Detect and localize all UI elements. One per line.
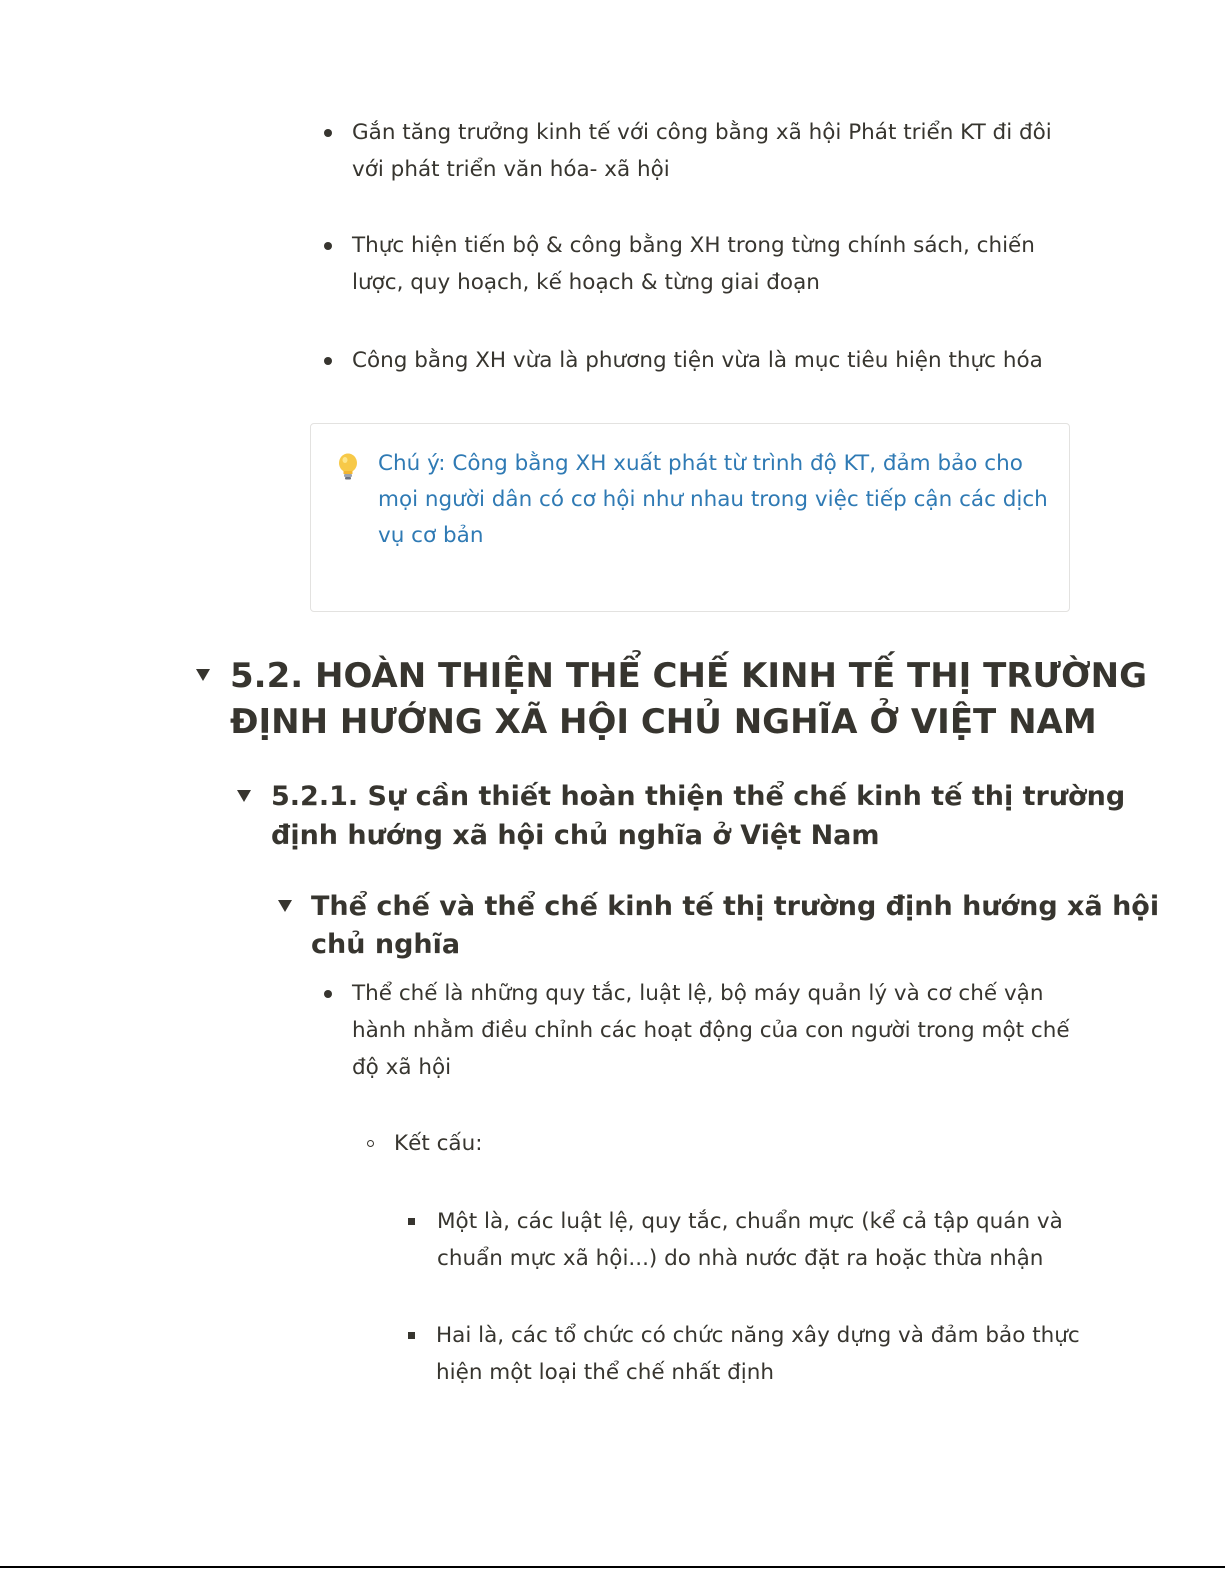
- heading-line: 5.2.1. Sự cần thiết hoàn thiện thể chế kinh tế thị trường: [271, 781, 1126, 812]
- list-item-line: Thực hiện tiến bộ & công bằng XH trong từng chính sách, chiến: [352, 233, 1035, 258]
- toggle-triangle-icon[interactable]: [237, 790, 251, 802]
- bullet-disc-icon: [324, 990, 332, 998]
- heading-line: ĐỊNH HƯỚNG XÃ HỘI CHỦ NGHĨA Ở VIỆT NAM: [230, 702, 1097, 742]
- list-item-line: Hai là, các tổ chức có chức năng xây dựng và đảm bảo thực: [436, 1323, 1080, 1348]
- list-item-line: Công bằng XH vừa là phương tiện vừa là mục tiêu hiện thực hóa: [352, 348, 1043, 373]
- heading-5-2: [230, 653, 1147, 745]
- list-item-text: [436, 1317, 1080, 1391]
- lightbulb-icon: [336, 452, 360, 482]
- list-item-text: [352, 975, 1070, 1086]
- callout-box: [310, 423, 1070, 612]
- page-bottom-divider: [0, 1566, 1225, 1568]
- callout-line: Chú ý: Công bằng XH xuất phát từ trình độ KT, đảm bảo cho: [378, 451, 1023, 476]
- bullet-square-icon: [408, 1332, 415, 1339]
- list-item-line: hành nhằm điều chỉnh các hoạt động của con người trong một chế: [352, 1018, 1070, 1043]
- list-item-line: với phát triển văn hóa- xã hội: [352, 157, 670, 182]
- bullet-circle-icon: [367, 1140, 374, 1147]
- list-item-line: lược, quy hoạch, kế hoạch & từng giai đoạn: [352, 270, 820, 295]
- heading-5-2-1: [271, 777, 1125, 855]
- callout-line: mọi người dân có cơ hội như nhau trong việc tiếp cận các dịch: [378, 487, 1048, 512]
- list-item-line: chuẩn mực xã hội...) do nhà nước đặt ra hoặc thừa nhận: [437, 1246, 1044, 1271]
- heading-the-che: [311, 888, 1159, 964]
- list-item-text: [352, 227, 1035, 301]
- list-item-text: [352, 342, 1043, 379]
- heading-line: định hướng xã hội chủ nghĩa ở Việt Nam: [271, 820, 880, 851]
- list-item-line: hiện một loại thể chế nhất định: [436, 1360, 774, 1385]
- list-item-text: [352, 114, 1052, 188]
- bullet-disc-icon: [324, 242, 332, 250]
- toggle-triangle-icon[interactable]: [196, 669, 210, 681]
- callout-text: [378, 446, 1048, 554]
- list-item-text: [437, 1203, 1063, 1277]
- list-item-line: Một là, các luật lệ, quy tắc, chuẩn mực (kể cả tập quán và: [437, 1209, 1063, 1234]
- list-item-line: Gắn tăng trưởng kinh tế với công bằng xã hội Phát triển KT đi đôi: [352, 120, 1052, 145]
- list-item-line: độ xã hội: [352, 1055, 452, 1080]
- bullet-square-icon: [408, 1218, 415, 1225]
- heading-line: 5.2. HOÀN THIỆN THỂ CHẾ KINH TẾ THỊ TRƯỜNG: [230, 656, 1148, 696]
- heading-line: chủ nghĩa: [311, 929, 461, 960]
- bullet-disc-icon: [324, 357, 332, 365]
- callout-line: vụ cơ bản: [378, 523, 484, 548]
- list-item-text: Kết cấu:: [394, 1131, 483, 1156]
- list-item-line: Thể chế là những quy tắc, luật lệ, bộ máy quản lý và cơ chế vận: [352, 981, 1044, 1006]
- heading-line: Thể chế và thể chế kinh tế thị trường định hướng xã hội: [311, 891, 1160, 922]
- bullet-disc-icon: [324, 129, 332, 137]
- toggle-triangle-icon[interactable]: [278, 900, 292, 912]
